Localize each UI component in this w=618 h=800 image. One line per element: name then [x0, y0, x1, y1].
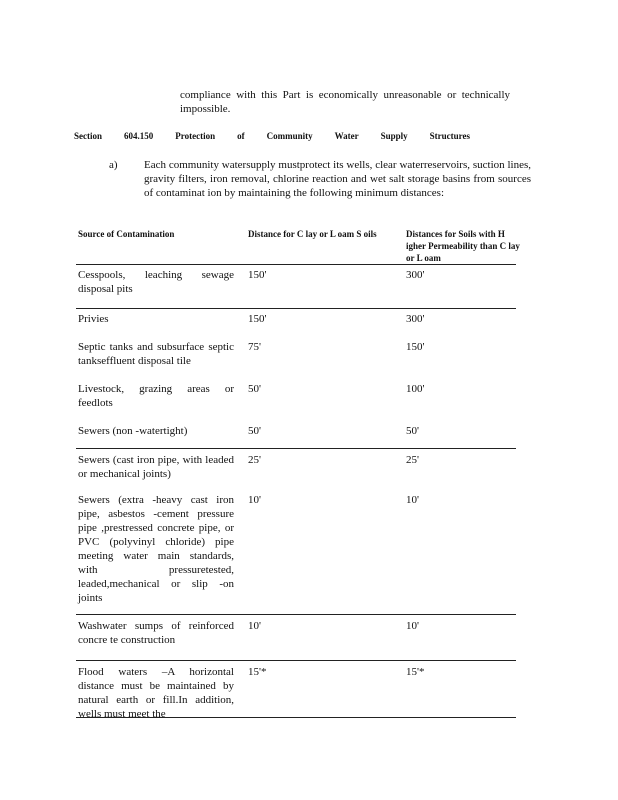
row-source: Cesspools, leaching sewage disposal pits	[78, 269, 234, 295]
row-clay-distance: 150'	[248, 269, 267, 281]
row-source: Sewers (extra -heavy cast iron pipe, asbestos -cement pressure pipe ,prestressed concrete pipe, or PVC (polyvinyl chloride) pipe meeting water main standards, with pressuretested, leaded,mechanical or slip -on joints	[78, 494, 234, 604]
row-source: Sewers (cast iron pipe, with leaded or mechanical joints)	[78, 454, 234, 480]
table-row	[76, 449, 516, 489]
subsection-a-label: a)	[109, 159, 118, 171]
row-clay-distance: 25'	[248, 454, 261, 466]
table-row	[76, 661, 516, 718]
table-row	[76, 420, 516, 449]
row-clay-distance: 75'	[248, 341, 261, 353]
row-higher-distance: 25'	[406, 454, 419, 466]
row-higher-distance: 150'	[406, 341, 425, 353]
row-higher-distance: 10'	[406, 620, 419, 632]
table-row	[76, 489, 516, 615]
row-source: Livestock, grazing areas or feedlots	[78, 383, 234, 409]
intro-paragraph: compliance with this Part is economically unreasonable or technically impossible.	[180, 89, 510, 115]
header-clay-distance: Distance for C lay or L oam S oils	[248, 229, 377, 239]
row-source: Sewers (non -watertight)	[78, 425, 188, 437]
row-clay-distance: 50'	[248, 383, 261, 395]
row-clay-distance: 50'	[248, 425, 261, 437]
table-row	[76, 308, 516, 336]
section-title-word: Structures	[429, 131, 470, 141]
row-clay-distance: 150'	[248, 313, 267, 325]
row-higher-distance: 300'	[406, 269, 425, 281]
section-title-word: of	[237, 131, 245, 141]
row-clay-distance: 10'	[248, 494, 261, 506]
row-higher-distance: 300'	[406, 313, 425, 325]
section-title-word: Water	[334, 131, 359, 141]
subsection-a-text: Each community watersupply mustprotect its wells, clear waterreservoirs, suction lines, gravity filters, iron removal, chlorine reaction and wet salt storage basins from sources of contaminat ion by maintaining the following minimum distances:	[144, 159, 531, 199]
section-heading	[74, 131, 544, 141]
row-higher-distance: 50'	[406, 425, 419, 437]
row-source: Washwater sumps of reinforced concre te construction	[78, 620, 234, 646]
section-title-word: Supply	[380, 131, 408, 141]
table-row	[76, 336, 516, 378]
section-number: 604.150	[124, 131, 154, 141]
row-clay-distance: 10'	[248, 620, 261, 632]
section-label: Section	[74, 131, 102, 141]
section-title-word: Protection	[175, 131, 216, 141]
header-higher-permeability-distance: Distances for Soils with H igher Permeability than C lay or L oam	[406, 229, 520, 263]
header-source: Source of Contamination	[78, 229, 175, 239]
table-row	[76, 378, 516, 420]
row-source: Flood waters –A horizontal distance must be maintained by natural earth or fill.In addition, wells must meet the	[78, 666, 234, 720]
table-row	[76, 615, 516, 661]
table-row	[76, 264, 516, 309]
row-higher-distance: 100'	[406, 383, 425, 395]
row-source: Privies	[78, 313, 109, 325]
row-source: Septic tanks and subsurface septic tankseffluent disposal tile	[78, 341, 234, 367]
row-clay-distance: 15'*	[248, 666, 267, 678]
row-higher-distance: 15'*	[406, 666, 425, 678]
section-title-word: Community	[266, 131, 313, 141]
row-higher-distance: 10'	[406, 494, 419, 506]
